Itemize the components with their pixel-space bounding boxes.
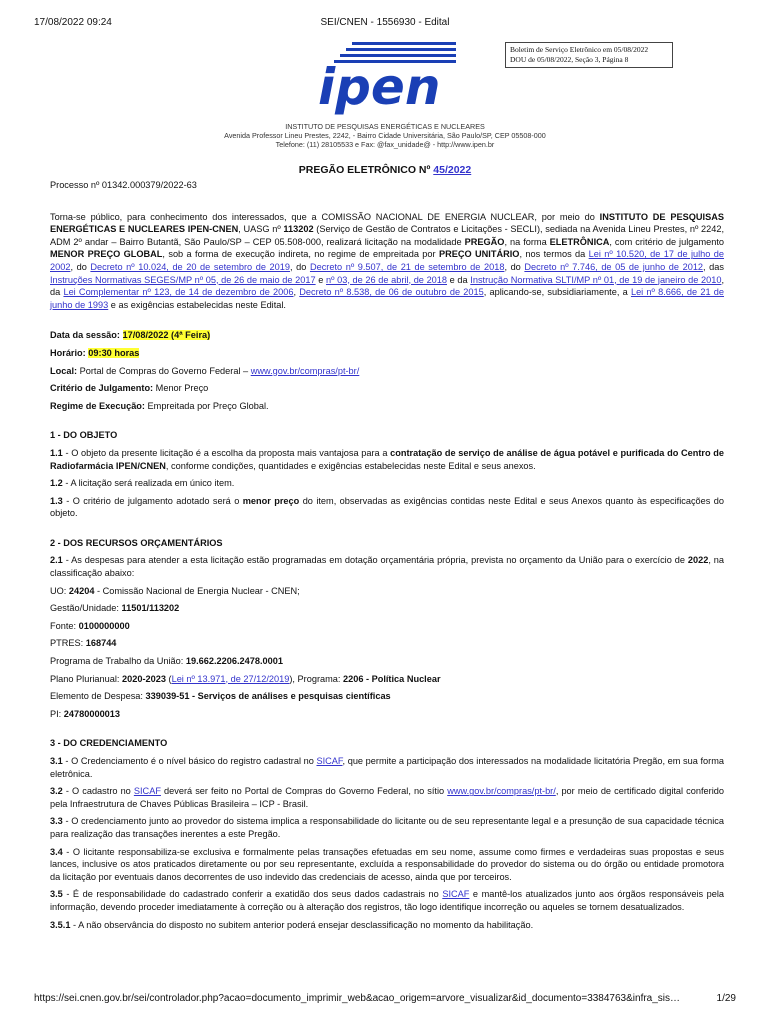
browser-print-header	[0, 17, 770, 31]
compras-gov-link[interactable]: www.gov.br/compras/pt-br/	[250, 365, 360, 376]
print-url: https://sei.cnen.gov.br/sei/controlador.php?acao=documento_imprimir_web&acao_origem=arvore_visualizar&id_documento=3384763&infra_sis…	[34, 993, 681, 1004]
in-seges-05-link[interactable]: Instruções Normativas SEGES/MP nº 05, de 26 de maio de 2017	[50, 274, 316, 285]
budget-plano: Plano Plurianual: 2020-2023 (Lei nº 13.971, de 27/12/2019), Programa: 2206 - Política Nuclear	[50, 673, 441, 684]
item-1-2: 1.2 - A licitação será realizada em único item.	[50, 478, 235, 489]
lei-13971-link[interactable]: Lei nº 13.971, de 27/12/2019	[171, 673, 290, 684]
section-1-heading: 1 - DO OBJETO	[50, 430, 118, 441]
in-slti-01-link[interactable]: Instrução Normativa SLTI/MP nº 01, de 19 de janeiro de 2010	[470, 274, 722, 285]
print-title: SEI/CNEN - 1556930 - Edital	[320, 17, 450, 28]
compras-gov-link[interactable]: www.gov.br/compras/pt-br/	[447, 786, 556, 797]
bulletin-line-1: Boletim de Serviço Eletrônico em 05/08/2022	[510, 45, 649, 54]
item-3-2: 3.2 - O cadastro no SICAF deverá ser feito no Portal de Compras do Governo Federal, no sítio www.gov.br/compras/pt-br/, por meio de certificado digital conferido pela Infraestrutura de Chaves Públicas Brasileira – ICP - Brasil.	[50, 786, 724, 809]
ipen-logo-text: ipen	[318, 58, 441, 116]
lei-10520-link[interactable]: Lei nº 10.520, de 17 de julho de 2002	[50, 249, 725, 272]
budget-programa: Programa de Trabalho da União: 19.662.2206.2478.0001	[50, 656, 283, 667]
item-3-5: 3.5 - É de responsabilidade do cadastrado conferir a exatidão dos seus dados cadastrais no SICAF e mantê-los atualizados junto aos órgãos responsáveis pela informação, devendo proceder imediatamente à correção ou à alteração dos registros, tão logo identifique incorreção ou aqueles se tornem desatualizados.	[50, 889, 725, 912]
sicaf-link[interactable]: SICAF	[442, 889, 470, 900]
intro-paragraph: Torna-se público, para conhecimento dos interessados, que a COMISSÃO NACIONAL DE ENERGIA NUCLEAR, por meio do INSTITUTO DE PESQUISAS ENERGÉTICAS E NUCLEARES IPEN-CNEN, UASG nº 113202 (Serviço de Gestão de Contratos e Licitações - SECLI), sediada na Avenida Lineu Prestes, nº 2242, ADM 2º andar – Bairro Butantã, São Paulo/SP – CEP 05.508-000, realizará licitação na modalidade PREGÃO, na forma ELETRÔNICA, com critério de julgamento MENOR PREÇO GLOBAL, sob a forma de execução indireta, no regime de empreitada por PREÇO UNITÁRIO, nos termos da Lei nº 10.520, de 17 de julho de 2002, do Decreto nº 10.024, de 20 de setembro de 2019, do Decreto nº 9.507, de 21 de setembro de 2018, do Decreto nº 7.746, de 05 de junho de 2012, das Instruções Normativas SEGES/MP nº 05, de 26 de maio de 2017 e nº 03, de 26 de abril, de 2018 e da Instrução Normativa SLTI/MP nº 01, de 19 de janeiro de 2010, da Lei Complementar nº 123, de 14 de dezembro de 2006, Decreto nº 8.538, de 06 de outubro de 2015, aplicando-se, subsidiariamente, a Lei nº 8.666, de 21 de junho de 1993 e as exigências estabelecidas neste Edital.	[50, 211, 725, 310]
item-1-1: 1.1 - O objeto da presente licitação é a escolha da proposta mais vantajosa para a contratação de serviço de análise de água potável e purificada do Centro de Radiofarmácia IPEN/CNEN, conforme condições, quantidades e exigências estabelecidas neste Edital e seus anexos.	[50, 447, 724, 471]
lc-123-link[interactable]: Lei Complementar nº 123, de 14 de dezembro de 2006	[63, 287, 294, 298]
budget-fonte: Fonte: 0100000000	[50, 620, 130, 631]
item-1-3: 1.3 - O critério de julgamento adotado será o menor preço do item, observadas as exigências contidas neste Edital e seus Anexos quanto às especificações do objeto.	[50, 495, 724, 519]
bulletin-box	[505, 42, 673, 68]
institution-address: Avenida Professor Lineu Prestes, 2242, - Bairro Cidade Universitária, São Paulo/SP, CEP 05508-000	[224, 131, 546, 140]
bulletin-line-2: DOU de 05/08/2022, Seção 3, Página 8	[510, 55, 629, 64]
sicaf-link[interactable]: SICAF	[133, 786, 161, 797]
institution-contact: Telefone: (11) 28105533 e Fax: @fax_unidade@ - http://www.ipen.br	[275, 140, 495, 149]
execution-regime: Regime de Execução: Empreitada por Preço Global.	[50, 400, 269, 411]
decreto-8538-link[interactable]: Decreto nº 8.538, de 06 de outubro de 2015	[299, 287, 484, 298]
institution-name: INSTITUTO DE PESQUISAS ENERGÉTICAS E NUCLEARES	[285, 122, 485, 131]
session-date: Data da sessão: 17/08/2022 (4ª Feira)	[50, 330, 211, 341]
sicaf-link[interactable]: SICAF	[316, 756, 343, 766]
section-2-heading: 2 - DOS RECURSOS ORÇAMENTÁRIOS	[50, 537, 223, 548]
title-prefix: PREGÃO ELETRÔNICO Nº	[298, 164, 434, 176]
item-3-3: 3.3 - O credenciamento junto ao provedor do sistema implica a responsabilidade do licitante ou de seu representante legal e a presunção de sua capacidade técnica para realização das transações inerentes a este Pregão.	[50, 816, 724, 839]
institution-block	[0, 122, 770, 149]
judgment-criteria: Critério de Julgamento: Menor Preço	[50, 383, 209, 394]
print-page-number: 1/29	[716, 993, 736, 1004]
title-number-link[interactable]: 45/2022	[433, 164, 472, 176]
budget-elemento: Elemento de Despesa: 339039-51 - Serviços de análises e pesquisas científicas	[50, 691, 391, 702]
decreto-10024-link[interactable]: Decreto nº 10.024, de 20 de setembro de 2019	[90, 261, 290, 272]
budget-gestao: Gestão/Unidade: 11501/113202	[50, 603, 180, 614]
decreto-9507-link[interactable]: Decreto nº 9.507, de 21 de setembro de 2018	[309, 261, 505, 272]
item-3-5-1: 3.5.1 - A não observância do disposto no subitem anterior poderá ensejar desclassificação no momento da habilitação.	[50, 919, 534, 930]
decreto-7746-link[interactable]: Decreto nº 7.746, de 05 de junho de 2012	[524, 261, 704, 272]
session-time: Horário: 09:30 horas	[50, 347, 140, 358]
browser-print-footer	[34, 993, 736, 1004]
section-3-heading: 3 - DO CREDENCIAMENTO	[50, 738, 168, 749]
budget-uo: UO: 24204 - Comissão Nacional de Energia Nuclear - CNEN;	[50, 585, 300, 596]
document-title	[0, 164, 770, 176]
budget-pi: PI: 24780000013	[50, 708, 121, 719]
in-03-link[interactable]: nº 03, de 26 de abril, de 2018	[326, 274, 448, 285]
budget-ptres: PTRES: 168744	[50, 638, 117, 649]
lei-8666-link[interactable]: Lei nº 8.666, de 21 de junho de 1993	[50, 287, 724, 310]
item-3-4: 3.4 - O licitante responsabiliza-se exclusiva e formalmente pelas transações efetuadas em seu nome, assume como firmes e verdadeiras suas propostas e seus lances, inclusive os atos praticados diretamente ou por seu representante, excluída a responsabilidade do provedor do sistema ou do órgão ou entidade promotora da licitação por eventuais danos decorrentes de uso indevido das credenciais de acesso, ainda que por terceiros.	[50, 846, 724, 882]
print-datetime: 17/08/2022 09:24	[34, 17, 112, 28]
item-3-1: 3.1 - O Credenciamento é o nível básico do registro cadastral no SICAF, que permite a participação dos interessados na modalidade licitatória Pregão, em sua forma eletrônica.	[50, 756, 724, 779]
item-2-1: 2.1 - As despesas para atender a esta licitação estão programadas em dotação orçamentária própria, prevista no orçamento da União para o exercício de 2022, na classificação abaixo:	[50, 555, 724, 579]
session-location: Local: Portal de Compras do Governo Federal – www.gov.br/compras/pt-br/	[50, 365, 360, 376]
document-body	[50, 178, 724, 931]
ipen-logo	[312, 40, 460, 120]
processo-number: Processo nº 01342.000379/2022-63	[50, 180, 197, 190]
